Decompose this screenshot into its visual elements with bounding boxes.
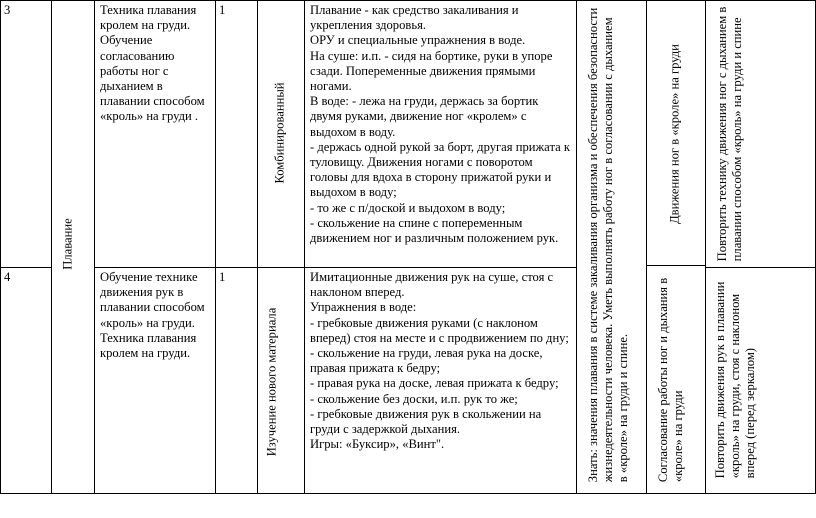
- content-line: - скольжение на спине с попеременным движением ног и различным положением рук.: [310, 215, 559, 246]
- lesson-homework: [715, 7, 745, 262]
- homework-line: вперед (перед зеркалом): [742, 348, 757, 479]
- lesson-element: Движения ног в «кроле» на груди: [667, 44, 682, 224]
- lesson-type: Комбинированный: [272, 82, 287, 184]
- content-line: ОРУ и специальные упражнения в воде.: [310, 33, 526, 48]
- homework-line: Повторить движения рук в плавании: [712, 281, 727, 479]
- content-line: - правая рука на доске, левая прижата к бедру;: [310, 376, 559, 391]
- lesson-type: Изучение нового материала: [264, 307, 279, 457]
- column-divider: [705, 0, 706, 494]
- content-line: - гребковые движения руками (с наклоном вперед) стоя на месте и с продвижением по дну;: [310, 315, 569, 345]
- lesson-topic: Техника плавания кролем на груди. Обучение согласованию работы ног с дыханием в плавании способом «кроль» на груди .: [100, 3, 205, 124]
- content-line: - скольжение на груди, левая рука на доске, правая прижата к бедру;: [310, 346, 543, 376]
- requirements-line: в «кроле» на груди и спине.: [615, 333, 630, 483]
- table-border-top: [0, 0, 816, 1]
- requirements: [586, 8, 630, 482]
- table-border-bottom: [0, 493, 816, 494]
- content-line: Игры: «Буксир», «Винт".: [310, 437, 445, 452]
- homework-line: плавании способом «кроль» на груди и спине: [730, 17, 744, 262]
- column-divider: [51, 0, 52, 494]
- row-divider: [0, 267, 51, 268]
- content-line: - держась одной рукой за борт, другая прижата к туловищу. Движения ногами с поворотом головы для вдоха в сторону прижатой руки и выдохом в воду;: [310, 139, 570, 200]
- row-divider: [705, 267, 816, 268]
- column-divider: [257, 0, 258, 494]
- content-line: На суше: и.п. - сидя на бортике, руки в упоре сзади. Попеременные движения прямыми ногами.: [310, 48, 553, 94]
- element-line: Согласование работы ног и дыхания в: [656, 277, 671, 483]
- column-divider: [304, 0, 305, 494]
- table-border-left: [0, 0, 1, 494]
- column-divider: [94, 0, 95, 494]
- column-divider: [215, 0, 216, 494]
- lesson-content: [310, 3, 572, 246]
- requirements-line: Знать: значения плавания в системе закаливания организма и обеспечения безопасности: [585, 7, 600, 483]
- content-line: В воде: - лежа на груди, держась за бортик двумя руками, движение ног «кролем» с выдохом в воду.: [310, 94, 539, 139]
- row-divider: [94, 267, 577, 268]
- row-divider: [646, 265, 705, 266]
- row-number: 4: [4, 270, 11, 284]
- lesson-content: [310, 270, 572, 452]
- lesson-element: [656, 278, 686, 482]
- lesson-topic: Обучение технике движения рук в плавании способом «кроль» на груди. Техника плавания кролем на груди.: [100, 270, 205, 361]
- content-line: - скольжение без доски, и.п. рук то же;: [310, 391, 518, 406]
- homework-line: Повторить технику движения ног с дыханием в: [715, 6, 730, 262]
- lesson-hours: 1: [219, 270, 226, 284]
- content-line: - гребковые движения рук в скольжении на груди с задержкой дыхания.: [310, 406, 542, 437]
- element-line: «кроле» на груди: [671, 390, 685, 483]
- lesson-homework: [713, 282, 757, 479]
- row-number: 3: [4, 3, 11, 17]
- content-line: Упражнения в воде:: [310, 300, 417, 315]
- content-line: - то же с п/доской и выдохом в воду;: [310, 200, 506, 215]
- column-divider: [646, 0, 647, 494]
- content-line: Плавание - как средство закаливания и укрепления здоровья.: [310, 3, 519, 33]
- column-divider: [576, 0, 577, 494]
- section-title: Плавание: [60, 218, 75, 270]
- content-line: Имитационные движения рук на суше, стоя с наклоном вперед.: [310, 270, 554, 300]
- homework-line: «кроль» на груди, стоя с наклоном: [727, 293, 742, 479]
- requirements-line: жизнедеятельности человека. Уметь выполнять работу ног в согласовании с дыханием: [600, 17, 615, 483]
- lesson-hours: 1: [219, 3, 226, 17]
